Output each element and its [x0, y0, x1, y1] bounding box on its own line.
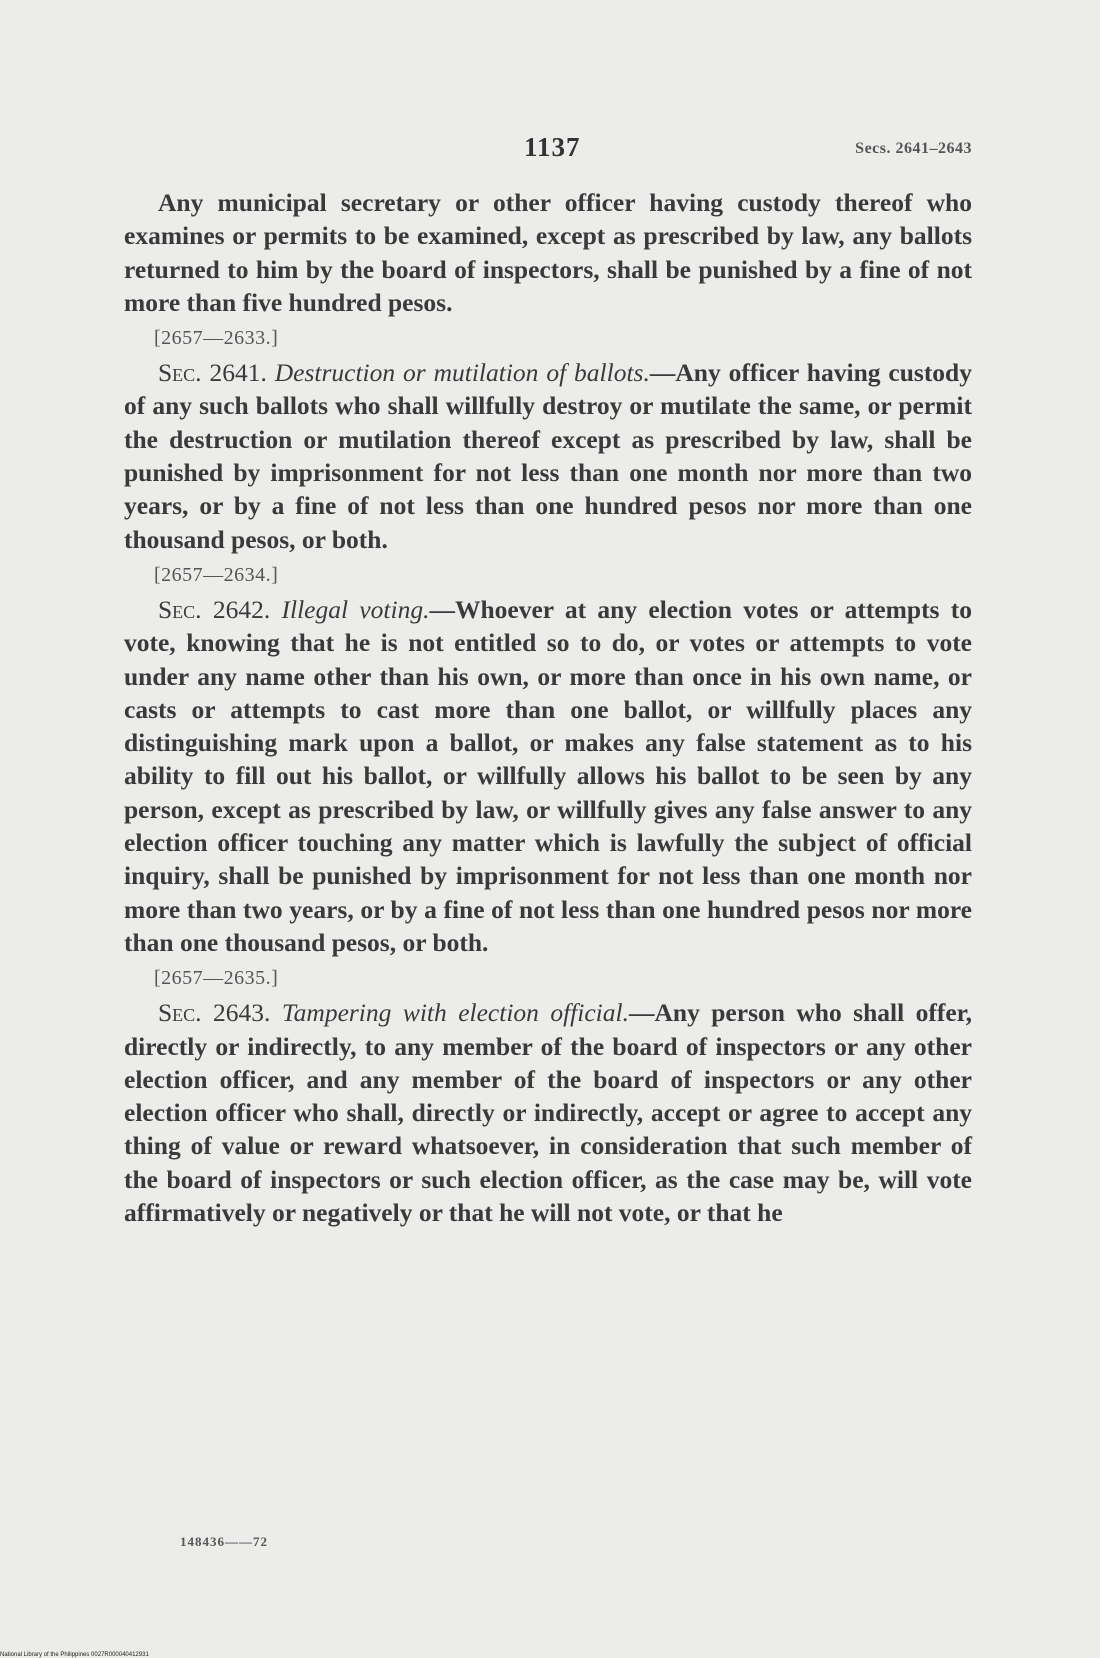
section-2642	[124, 593, 972, 959]
sections-range: Secs. 2641–2643	[855, 140, 972, 157]
section-2643-title: Tampering with election official.	[281, 998, 629, 1028]
body-text	[124, 186, 972, 1229]
section-2641-title: Destruction or mutilation of ballots.	[274, 358, 650, 388]
section-2642-title: Illegal voting.	[281, 594, 430, 624]
section-2642-text: —Whoever at any election votes or attempts to vote, knowing that he is not entitled so to do, or votes or attempts to vote under any name other than his own, or more than once in his own name, or casts or attempts to cast more than one ballot, or willfully places any distinguishing mark upon a ballot, or makes any false statement as to his ability to fill out his ballot, or willfully allows his ballot to be seen by any person, except as prescribed by law, or willfully gives any false answer to any election officer touching any matter which is lawfully the subject of official inquiry, shall be punished by imprisonment for not less than one month nor more than two years, or by a fine of not less than one hundred pesos nor more than one thousand pesos, or both.	[124, 594, 972, 957]
section-2643-label: Sec. 2643.	[158, 998, 271, 1028]
reference-2641: [2657—2633.]	[154, 327, 279, 350]
print-code: 148436——72	[180, 1534, 268, 1549]
scan-credit: National Library of the Philippines 0027R000040412931	[0, 1652, 149, 1658]
section-2641	[124, 356, 972, 556]
reference-2642: [2657—2634.]	[154, 563, 279, 586]
intro-paragraph: Any municipal secretary or other officer having custody thereof who examines or permits to be examined, except as prescribed by law, any ballots returned to him by the board of inspectors, shall be punished by a fine of not more than five hundred pesos.	[124, 188, 972, 317]
reference-2643: [2657—2635.]	[154, 967, 279, 990]
section-2641-text: —Any officer having custody of any such ballots who shall willfully destroy or mutilate the same, or permit the destruction or mutilation thereof except as prescribed by law, shall be punished by imprisonment for not less than one month nor more than two years, or by a fine of not less than one hundred pesos nor more than one thousand pesos, or both.	[124, 358, 972, 554]
section-2643	[124, 996, 972, 1229]
section-2642-label: Sec. 2642.	[158, 594, 271, 624]
section-2643-text: —Any person who shall offer, directly or indirectly, to any member of the board of inspectors or any other election officer, and any member of the board of inspectors or any other election officer who shall, directly or indirectly, accept or agree to accept any thing of value or reward whatsoever, in consideration that such member of the board of inspectors or such election officer, as the case may be, will vote affirmatively or negatively or that he will not vote, or that he	[124, 998, 973, 1228]
page-number: 1137	[524, 132, 581, 162]
section-2641-label: Sec. 2641.	[158, 358, 267, 388]
page-header	[124, 128, 972, 168]
